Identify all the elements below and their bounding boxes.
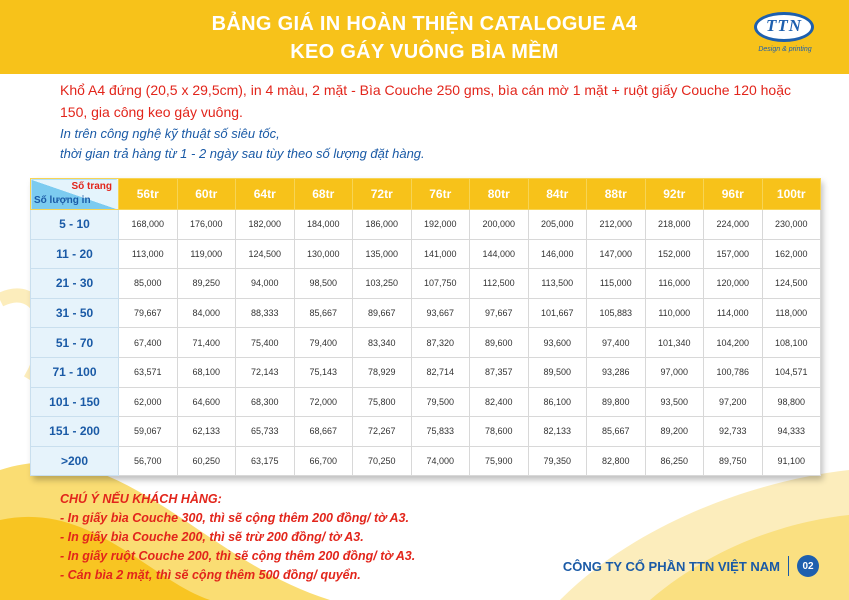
logo-tagline: Design & printing [758,46,812,53]
price-cell: 103,250 [353,269,412,299]
price-cell: 98,500 [294,269,353,299]
price-cell: 89,750 [704,446,763,476]
price-cell: 212,000 [587,210,646,240]
price-cell: 100,786 [704,357,763,387]
price-cell: 112,500 [470,269,529,299]
price-cell: 101,340 [645,328,704,358]
note-item: - In giấy bìa Couche 300, thì sẽ cộng thêm 200 đồng/ tờ A3. [60,511,409,525]
price-cell: 116,000 [645,269,704,299]
price-cell: 94,000 [236,269,295,299]
footer-divider [788,556,789,576]
price-cell: 70,250 [353,446,412,476]
price-cell: 92,733 [704,417,763,447]
price-cell: 64,600 [177,387,236,417]
title-line-1: BẢNG GIÁ IN HOÀN THIỆN CATALOGUE A4 [211,13,638,35]
price-cell: 89,500 [528,357,587,387]
price-cell: 59,067 [119,417,178,447]
column-header: 76tr [411,179,470,210]
table-row [31,328,821,358]
notes-heading: CHÚ Ý NẾU KHÁCH HÀNG: [60,492,222,506]
price-cell: 93,667 [411,298,470,328]
price-cell: 224,000 [704,210,763,240]
price-cell: 82,133 [528,417,587,447]
price-cell: 104,200 [704,328,763,358]
column-header: 68tr [294,179,353,210]
note-item: - Cán bìa 2 mặt, thì sẽ cộng thêm 500 đồng/ quyển. [60,568,361,582]
price-cell: 93,600 [528,328,587,358]
price-cell: 113,000 [119,239,178,269]
page-title [0,10,849,66]
table-row [31,417,821,447]
price-cell: 152,000 [645,239,704,269]
table-body [31,210,821,476]
price-cell: 98,800 [762,387,821,417]
price-cell: 86,250 [645,446,704,476]
price-cell: 186,000 [353,210,412,240]
price-cell: 71,400 [177,328,236,358]
price-cell: 144,000 [470,239,529,269]
price-cell: 84,000 [177,298,236,328]
column-header: 56tr [119,179,178,210]
price-cell: 97,200 [704,387,763,417]
price-cell: 72,267 [353,417,412,447]
price-cell: 147,000 [587,239,646,269]
price-cell: 205,000 [528,210,587,240]
price-cell: 200,000 [470,210,529,240]
price-cell: 75,833 [411,417,470,447]
price-cell: 86,100 [528,387,587,417]
price-cell: 63,571 [119,357,178,387]
price-cell: 72,000 [294,387,353,417]
price-cell: 110,000 [645,298,704,328]
price-cell: 75,800 [353,387,412,417]
price-cell: 184,000 [294,210,353,240]
table-row [31,357,821,387]
price-cell: 107,750 [411,269,470,299]
row-label-quantity: 11 - 20 [31,239,119,269]
row-label-quantity: >200 [31,446,119,476]
price-cell: 101,667 [528,298,587,328]
price-cell: 91,100 [762,446,821,476]
price-cell: 85,667 [587,417,646,447]
page-number-badge: 02 [797,555,819,577]
price-cell: 157,000 [704,239,763,269]
price-cell: 82,400 [470,387,529,417]
price-cell: 89,600 [470,328,529,358]
price-cell: 94,333 [762,417,821,447]
row-label-quantity: 151 - 200 [31,417,119,447]
price-cell: 120,000 [704,269,763,299]
column-header: 72tr [353,179,412,210]
price-cell: 218,000 [645,210,704,240]
price-cell: 72,143 [236,357,295,387]
title-line-2: KEO GÁY VUÔNG BÌA MỀM [290,41,559,63]
price-cell: 65,733 [236,417,295,447]
price-cell: 68,300 [236,387,295,417]
price-cell: 119,000 [177,239,236,269]
price-cell: 113,500 [528,269,587,299]
page-count-label: Số trang [71,181,112,192]
price-cell: 105,883 [587,298,646,328]
table-row [31,239,821,269]
product-description: Khổ A4 đứng (20,5 x 29,5cm), in 4 màu, 2 mặt - Bìa Couche 250 gms, bìa cán mờ 1 mặt + ruột giấy Couche 120 hoặc 150, gia công keo gáy vuông. [60,82,792,120]
price-cell: 68,667 [294,417,353,447]
column-header: 96tr [704,179,763,210]
row-label-quantity: 21 - 30 [31,269,119,299]
price-cell: 108,100 [762,328,821,358]
column-header: 84tr [528,179,587,210]
table-row [31,269,821,299]
row-label-quantity: 31 - 50 [31,298,119,328]
price-cell: 176,000 [177,210,236,240]
price-cell: 75,143 [294,357,353,387]
price-cell: 63,175 [236,446,295,476]
price-cell: 114,000 [704,298,763,328]
price-cell: 89,250 [177,269,236,299]
note-item: - In giấy bìa Couche 200, thì sẽ trừ 200 đồng/ tờ A3. [60,530,364,544]
row-label-quantity: 51 - 70 [31,328,119,358]
price-cell: 97,400 [587,328,646,358]
footer [563,554,819,578]
price-cell: 62,000 [119,387,178,417]
header-banner [0,0,849,74]
price-cell: 162,000 [762,239,821,269]
price-cell: 146,000 [528,239,587,269]
price-cell: 79,350 [528,446,587,476]
price-cell: 93,286 [587,357,646,387]
column-header: 88tr [587,179,646,210]
price-cell: 82,714 [411,357,470,387]
logo-text: TTN [765,16,803,35]
price-cell: 130,000 [294,239,353,269]
delivery-note [60,124,800,164]
notes-section [60,490,415,585]
price-cell: 230,000 [762,210,821,240]
price-cell: 79,500 [411,387,470,417]
price-cell: 168,000 [119,210,178,240]
table-row [31,210,821,240]
price-cell: 82,800 [587,446,646,476]
column-header: 100tr [762,179,821,210]
price-cell: 75,400 [236,328,295,358]
price-cell: 79,400 [294,328,353,358]
price-cell: 87,320 [411,328,470,358]
price-cell: 85,667 [294,298,353,328]
price-cell: 79,667 [119,298,178,328]
row-label-quantity: 101 - 150 [31,387,119,417]
table-corner-cell [31,179,119,210]
price-cell: 97,000 [645,357,704,387]
price-cell: 78,600 [470,417,529,447]
table-row [31,298,821,328]
price-cell: 93,500 [645,387,704,417]
price-cell: 115,000 [587,269,646,299]
price-cell: 88,333 [236,298,295,328]
price-cell: 83,340 [353,328,412,358]
price-table [30,178,821,476]
price-cell: 66,700 [294,446,353,476]
price-cell: 75,900 [470,446,529,476]
delivery-note-line-2: thời gian trả hàng từ 1 - 2 ngày sau tùy theo số lượng đặt hàng. [60,146,425,161]
column-header: 92tr [645,179,704,210]
price-cell: 67,400 [119,328,178,358]
table-row [31,446,821,476]
company-name: CÔNG TY CỔ PHẦN TTN VIỆT NAM [562,558,780,574]
price-cell: 87,357 [470,357,529,387]
table-header-row [31,179,821,210]
delivery-note-line-1: In trên công nghệ kỹ thuật số siêu tốc, [60,126,280,141]
table-row [31,387,821,417]
quantity-label: Số lượng in [34,195,91,206]
note-item: - In giấy ruột Couche 200, thì sẽ cộng thêm 200 đồng/ tờ A3. [60,549,416,563]
column-header: 60tr [177,179,236,210]
column-header: 80tr [470,179,529,210]
price-cell: 104,571 [762,357,821,387]
column-header: 64tr [236,179,295,210]
price-cell: 85,000 [119,269,178,299]
price-cell: 124,500 [236,239,295,269]
row-label-quantity: 71 - 100 [31,357,119,387]
price-cell: 192,000 [411,210,470,240]
price-table-container [30,178,820,476]
price-cell: 74,000 [411,446,470,476]
ttn-logo [752,10,818,58]
price-cell: 78,929 [353,357,412,387]
price-cell: 118,000 [762,298,821,328]
price-cell: 89,200 [645,417,704,447]
price-cell: 89,667 [353,298,412,328]
price-cell: 124,500 [762,269,821,299]
price-cell: 97,667 [470,298,529,328]
price-cell: 68,100 [177,357,236,387]
price-cell: 141,000 [411,239,470,269]
price-cell: 135,000 [353,239,412,269]
row-label-quantity: 5 - 10 [31,210,119,240]
price-cell: 89,800 [587,387,646,417]
price-cell: 62,133 [177,417,236,447]
price-cell: 60,250 [177,446,236,476]
price-cell: 182,000 [236,210,295,240]
price-cell: 56,700 [119,446,178,476]
